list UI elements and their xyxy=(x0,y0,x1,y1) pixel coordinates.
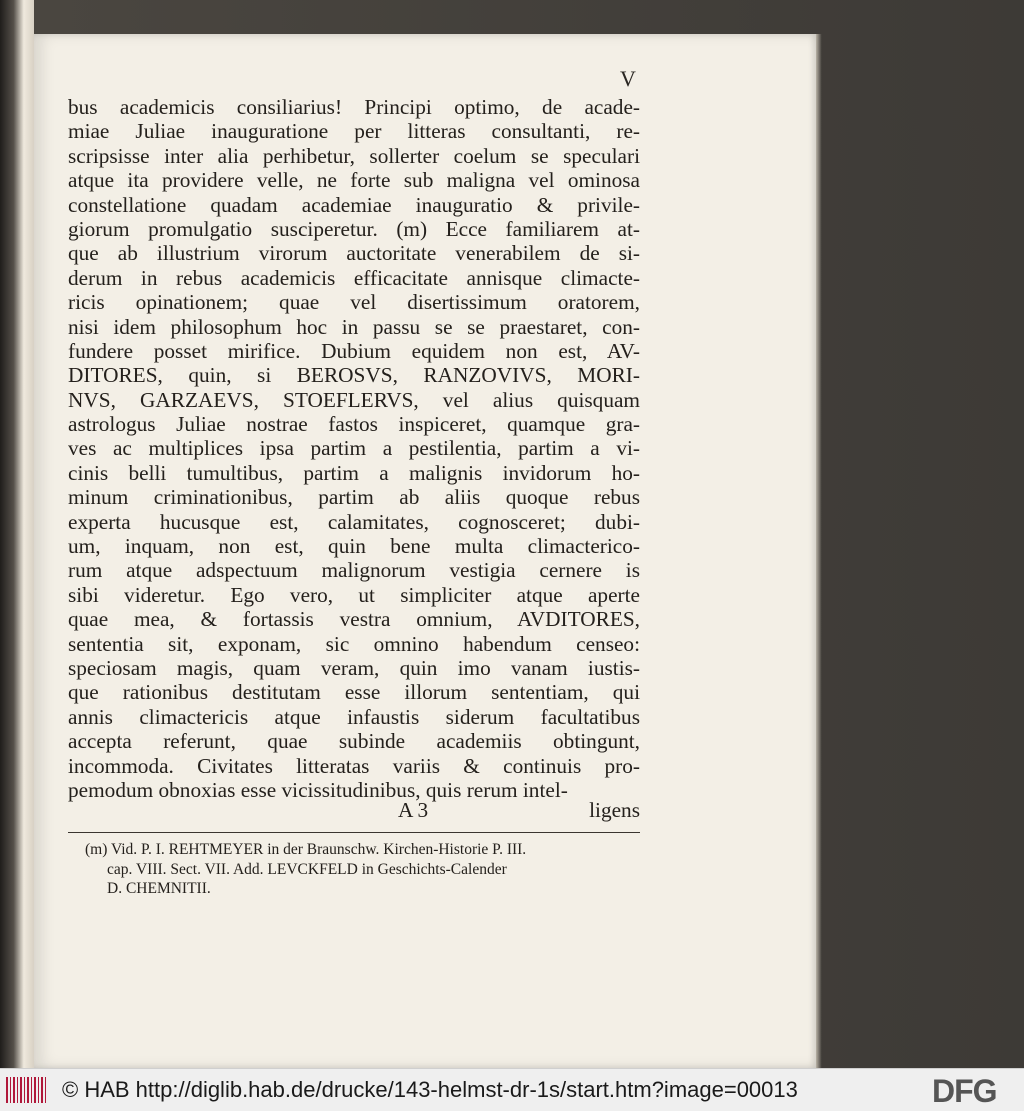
text-line: sibi videretur. Ego vero, ut simpliciter atque aperte xyxy=(68,582,640,607)
text-line: miae Juliae inauguratione per litteras consultanti, re- xyxy=(68,119,640,144)
text-line: derum in rebus academicis efficacitate annisque climacte- xyxy=(68,265,640,290)
page-footer-line xyxy=(68,796,640,824)
text-line: atque ita providere velle, ne forte sub maligna vel ominosa xyxy=(68,168,640,193)
text-line: bus academicis consiliarius! Principi optimo, de acade- xyxy=(68,95,640,119)
hab-barcode-icon xyxy=(6,1077,48,1103)
text-line: fundere posset mirifice. Dubium equidem non est, AV- xyxy=(68,338,640,363)
text-line: speciosam magis, quam veram, quin imo vanam iustis- xyxy=(68,655,640,680)
catchword: ligens xyxy=(589,798,640,822)
text-line: sententia sit, exponam, sic omnino habendum censeo: xyxy=(68,631,640,656)
copyright-bar xyxy=(0,1068,1024,1111)
footnote-line: (m) Vid. P. I. REHTMEYER in der Braunschw. Kirchen-Historie P. III. xyxy=(85,841,527,858)
footnote xyxy=(85,840,640,899)
text-line: accepta referunt, quae subinde academiis obtingunt, xyxy=(68,729,640,754)
page-number: V xyxy=(620,66,636,91)
text-line: DITORES, quin, si BEROSVS, RANZOVIVS, MORI- xyxy=(68,363,640,388)
text-line: ricis opinationem; quae vel disertissimum oratorem, xyxy=(68,290,640,315)
text-line: ves ac multiplices ipsa partim a pestilentia, partim a vi- xyxy=(68,436,640,461)
text-line: quae mea, & fortassis vestra omnium, AVDITORES, xyxy=(68,607,640,632)
text-line: astrologus Juliae nostrae fastos inspiceret, quamque gra- xyxy=(68,412,640,437)
text-line: constellatione quadam academiae inauguratio & privile- xyxy=(68,192,640,217)
body-text xyxy=(68,95,640,802)
text-line: NVS, GARZAEVS, STOEFLERVS, vel alius quisquam xyxy=(68,387,640,412)
copyright-link[interactable]: © HAB http://diglib.hab.de/drucke/143-helmst-dr-1s/start.htm?image=00013 xyxy=(62,1077,798,1102)
footnote-line: cap. VIII. Sect. VII. Add. LEVCKFELD in Geschichts-Calender xyxy=(107,860,507,878)
text-line: um, inquam, non est, quin bene multa climacterico- xyxy=(68,534,640,559)
dfg-logo: DFG xyxy=(932,1073,997,1109)
footnote-rule xyxy=(68,832,640,833)
text-line: experta hucusque est, calamitates, cognosceret; dubi- xyxy=(68,509,640,534)
text-line: incommoda. Civitates litteratas variis & continuis pro- xyxy=(68,753,640,778)
footnote-line: D. CHEMNITII. xyxy=(107,880,211,897)
text-line: que ab illustrium virorum auctoritate venerabilem de si- xyxy=(68,241,640,266)
text-line: minum criminationibus, partim ab aliis quoque rebus xyxy=(68,485,640,510)
text-line: scripsisse inter alia perhibetur, sollerter coelum se speculari xyxy=(68,143,640,168)
text-line: pemodum obnoxias esse vicissitudinibus, quis rerum intel- xyxy=(68,777,568,802)
text-line: que rationibus destitutam esse illorum sententiam, qui xyxy=(68,680,640,705)
text-line: rum atque adspectuum malignorum vestigia cernere is xyxy=(68,558,640,583)
text-line: nisi idem philosophum hoc in passu se se praestaret, con- xyxy=(68,314,640,339)
text-line: annis climactericis atque infaustis siderum facultatibus xyxy=(68,704,640,729)
book-spine xyxy=(0,0,34,1068)
text-line: cinis belli tumultibus, partim a malignis invidorum ho- xyxy=(68,460,640,485)
signature-mark: A 3 xyxy=(398,798,429,822)
text-line: giorum promulgatio susciperetur. (m) Ecce familiarem at- xyxy=(68,216,640,241)
page-edge-shadow xyxy=(816,34,822,1068)
